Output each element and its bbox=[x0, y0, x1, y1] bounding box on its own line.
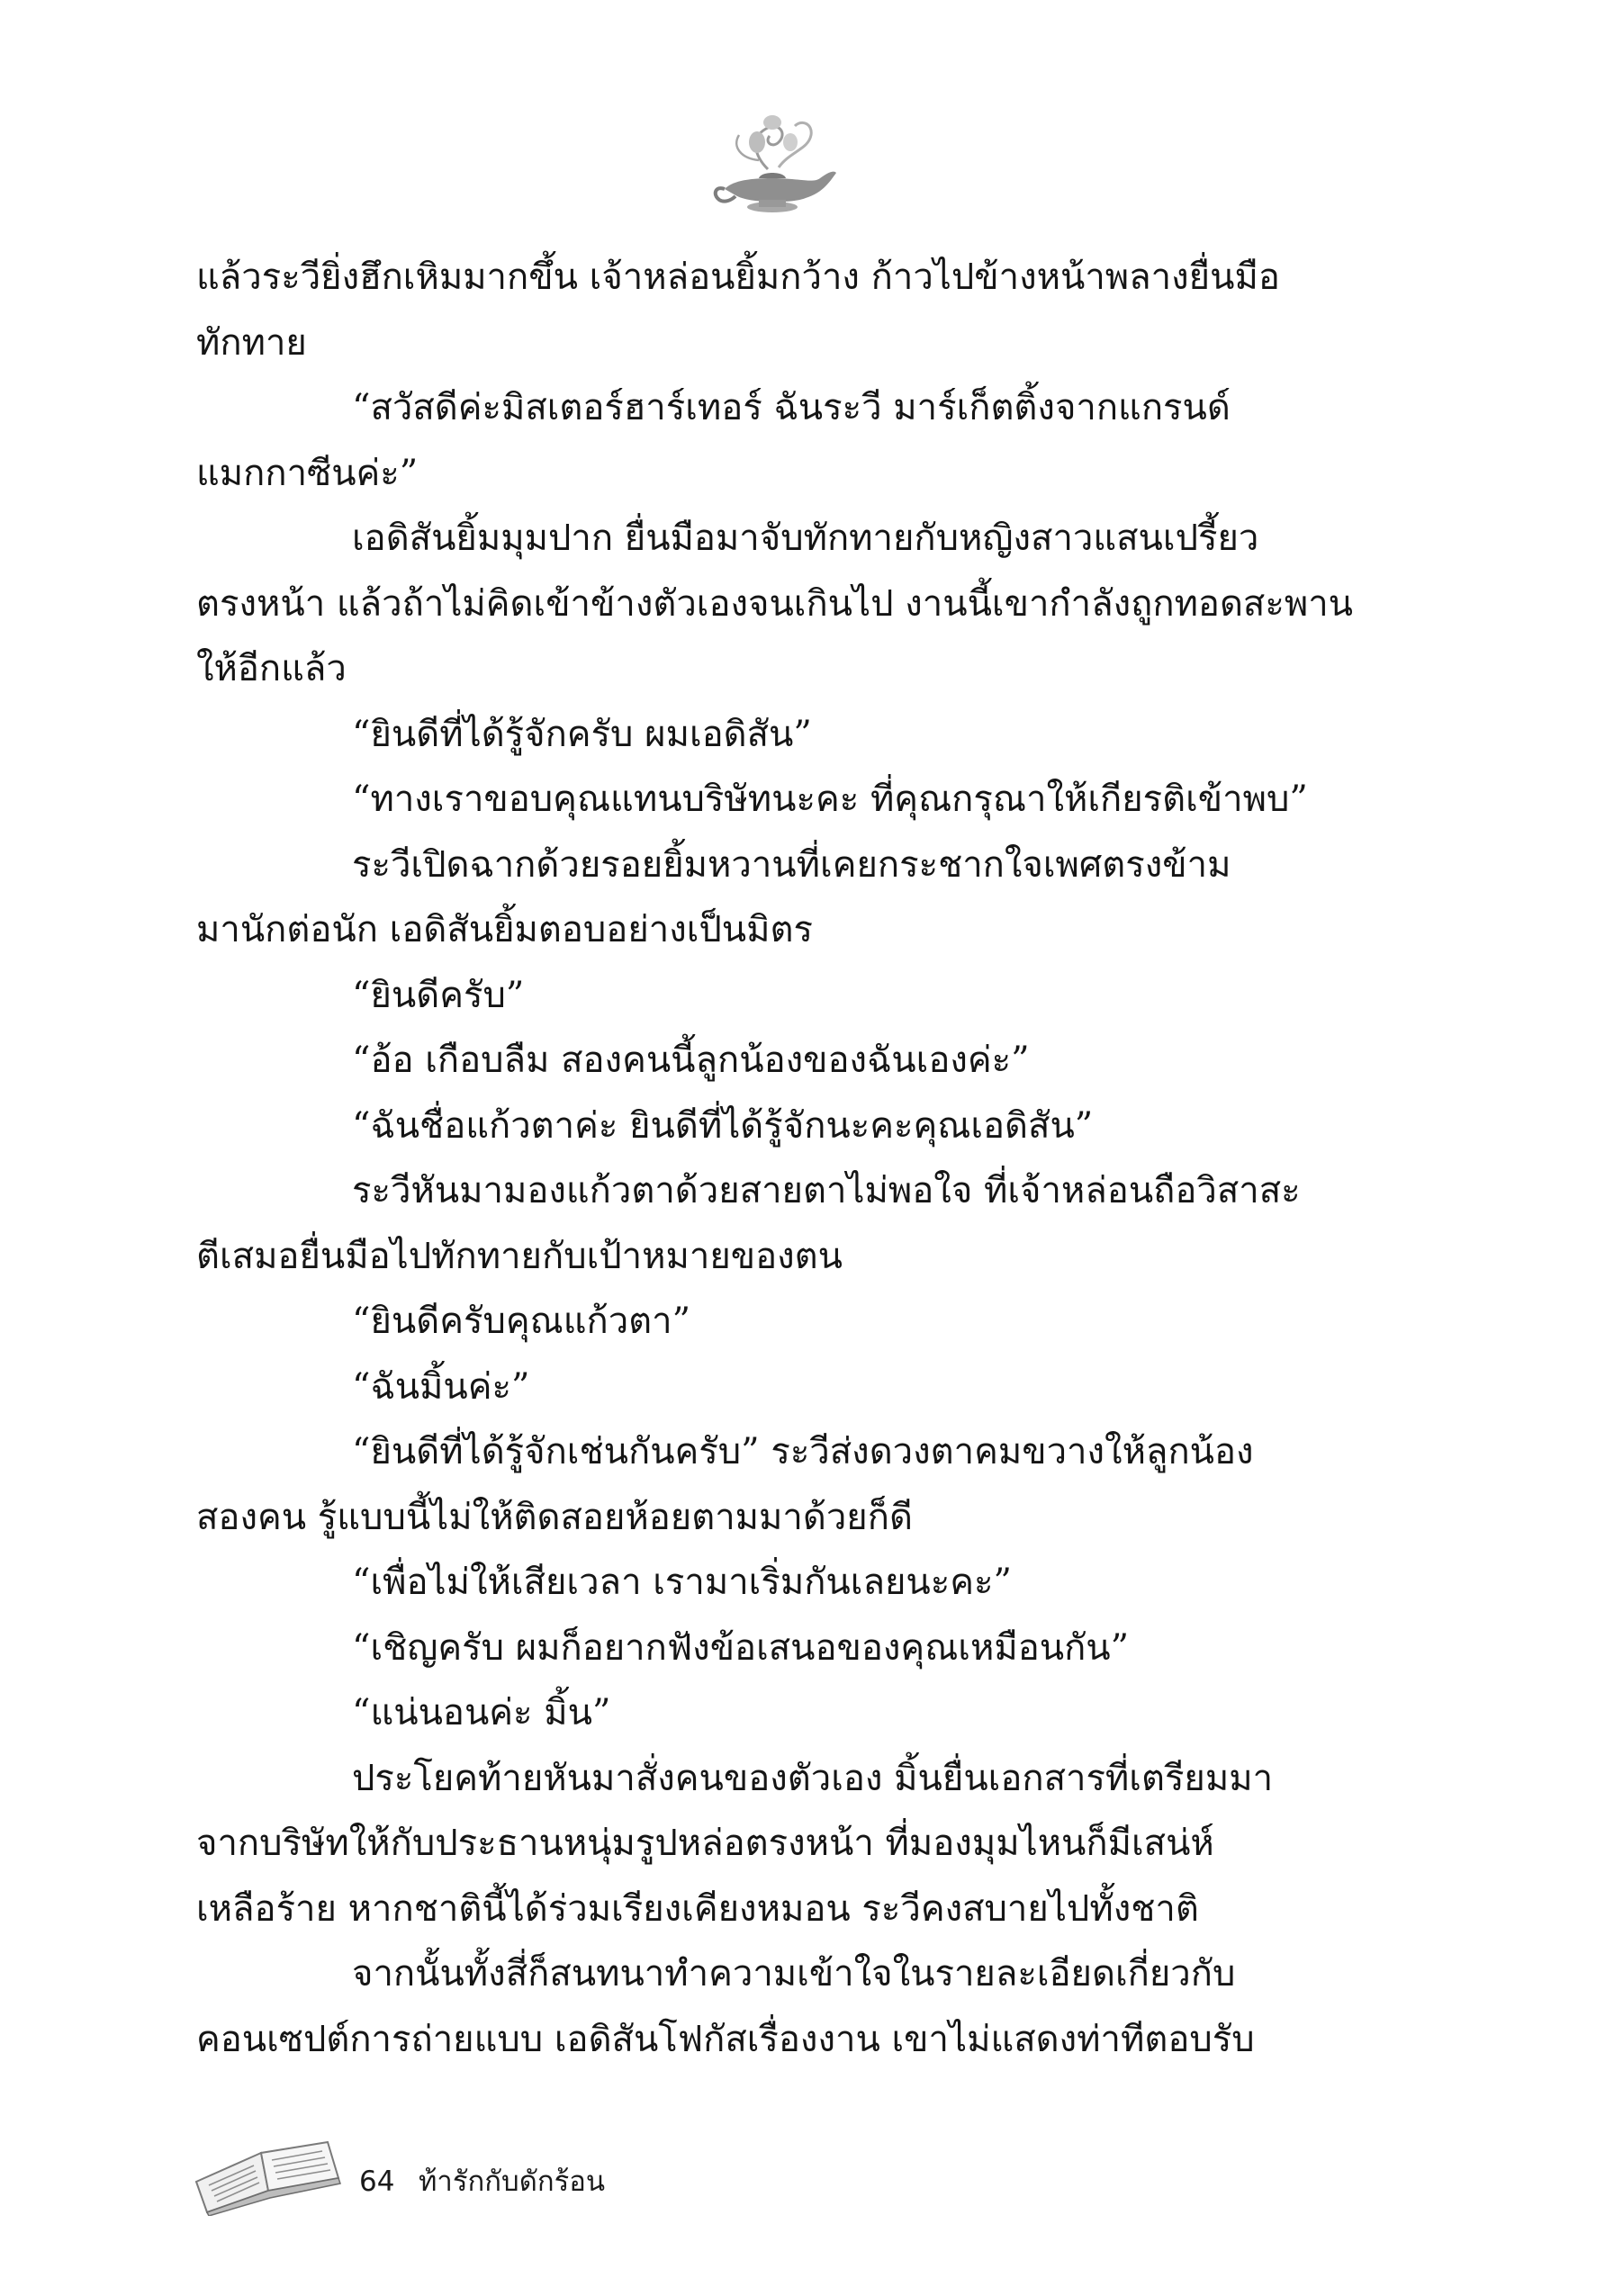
text-line: “ยินดีที่ได้รู้จักเช่นกันครับ” ระวีส่งดวงตาคมขวางให้ลูกน้อง bbox=[352, 1431, 1254, 1472]
text-line: “สวัสดีค่ะมิสเตอร์ฮาร์เทอร์ ฉันระวี มาร์เก็ตติ้งจากแกรนด์ bbox=[352, 387, 1231, 428]
text-line: ระวีหันมามองแก้วตาด้วยสายตาไม่พอใจ ที่เจ้าหล่อนถือวิสาสะ bbox=[352, 1170, 1301, 1211]
text-line: ตีเสมอยื่นมือไปทักทายกับเป้าหมายของตน bbox=[196, 1235, 843, 1277]
text-line: จากบริษัทให้กับประธานหนุ่มรูปหล่อตรงหน้า ที่มองมุมไหนก็มีเสน่ห์ bbox=[196, 1823, 1214, 1864]
text-line: มานักต่อนัก เอดิสันยิ้มตอบอย่างเป็นมิตร bbox=[196, 909, 813, 950]
chapter-body-text bbox=[196, 245, 1407, 2072]
text-line: จากนั้นทั้งสี่ก็สนทนาทำความเข้าใจในรายละเอียดเกี่ยวกับ bbox=[352, 1953, 1236, 1994]
text-line: “ฉันชื่อแก้วตาค่ะ ยินดีที่ได้รู้จักนะคะคุณเอดิสัน” bbox=[352, 1104, 1094, 1147]
text-line: “เพื่อไม่ให้เสียเวลา เรามาเริ่มกันเลยนะคะ” bbox=[352, 1562, 1012, 1603]
text-line: “ยินดีครับคุณแก้วตา” bbox=[352, 1301, 691, 1342]
page-footer bbox=[191, 2135, 821, 2216]
text-line: แล้วระวียิ่งฮึกเหิมมากขึ้น เจ้าหล่อนยิ้มกว้าง ก้าวไปข้างหน้าพลางยื่นมือ bbox=[196, 257, 1280, 298]
text-line: ประโยคท้ายหันมาสั่งคนของตัวเอง มิ้นยื่นเอกสารที่เตรียมมา bbox=[352, 1757, 1274, 1799]
page-number: 64 bbox=[359, 2165, 395, 2198]
text-line: เหลือร้าย หากชาตินี้ได้ร่วมเรียงเคียงหมอน ระวีคงสบายไปทั้งชาติ bbox=[196, 1887, 1199, 1930]
book-title: ท้ารักกับดักร้อน bbox=[419, 2165, 606, 2198]
text-line: ระวีเปิดฉากด้วยรอยยิ้มหวานที่เคยกระชากใจเพศตรงข้าม bbox=[352, 843, 1231, 886]
text-line: คอนเซปต์การถ่ายแบบ เอดิสันโฟกัสเรื่องงาน เขาไม่แสดงท่าทีตอบรับ bbox=[196, 2018, 1255, 2060]
text-line: “เชิญครับ ผมก็อยากฟังข้อเสนอของคุณเหมือนกัน” bbox=[352, 1626, 1130, 1669]
magic-lamp-icon bbox=[705, 106, 840, 223]
text-line: “ทางเราขอบคุณแทนบริษัทนะคะ ที่คุณกรุณาให้เกียรติเข้าพบ” bbox=[352, 779, 1308, 820]
text-line: ตรงหน้า แล้วถ้าไม่คิดเข้าข้างตัวเองจนเกินไป งานนี้เขากำลังถูกทอดสะพาน bbox=[196, 582, 1353, 625]
text-line: เอดิสันยิ้มมุมปาก ยื่นมือมาจับทักทายกับหญิงสาวแสนเปรี้ยว bbox=[352, 518, 1259, 559]
text-line: ทักทาย bbox=[196, 321, 307, 364]
text-line: “ยินดีครับ” bbox=[352, 974, 525, 1016]
text-line: “ฉันมิ้นค่ะ” bbox=[352, 1365, 530, 1408]
text-line: “อ้อ เกือบลืม สองคนนี้ลูกน้องของฉันเองค่ะ” bbox=[352, 1040, 1030, 1081]
text-line: “ยินดีที่ได้รู้จักครับ ผมเอดิสัน” bbox=[352, 713, 812, 755]
open-book-icon bbox=[191, 2135, 344, 2216]
text-line: ให้อีกแล้ว bbox=[196, 648, 347, 689]
text-line: “แน่นอนค่ะ มิ้น” bbox=[352, 1692, 611, 1733]
text-line: สองคน รู้แบบนี้ไม่ให้ติดสอยห้อยตามมาด้วยก็ดี bbox=[196, 1496, 913, 1538]
text-line: แมกกาซีนค่ะ” bbox=[196, 452, 419, 494]
